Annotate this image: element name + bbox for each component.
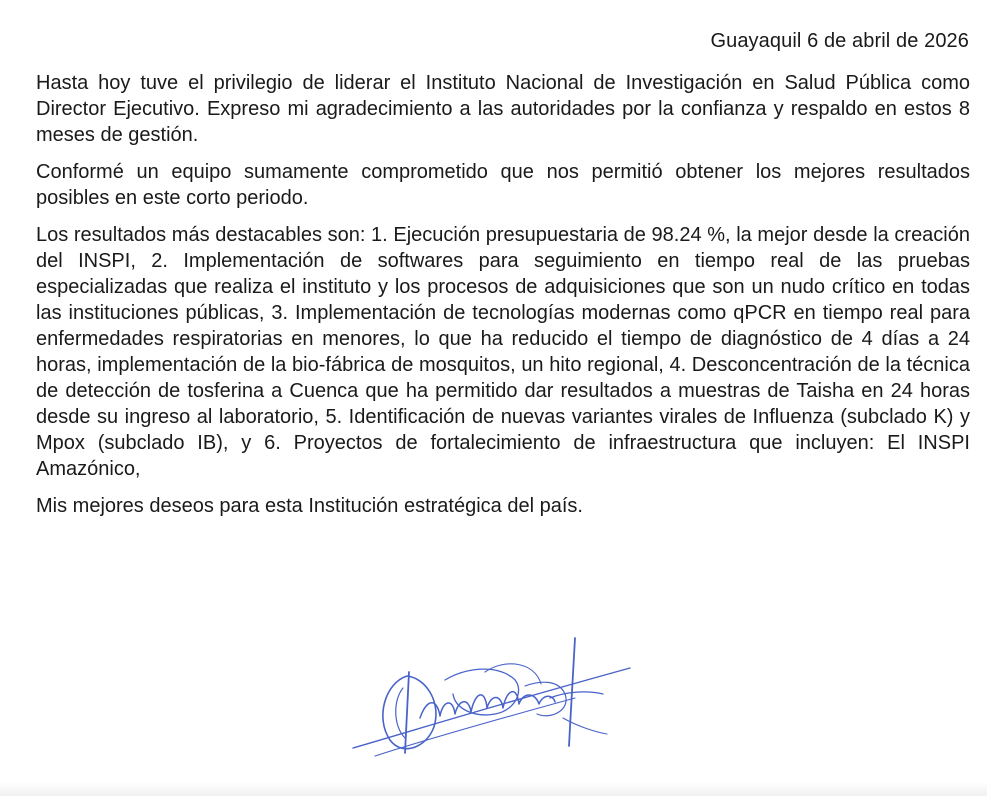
paragraph-results: Los resultados más destacables son: 1. Ejecución presupuestaria de 98.24 %, la mejor desde la creación del INSPI, 2. Implementación de softwares para seguimiento en tiempo real de las pruebas especializadas que realiza el instituto y los procesos de adquisiciones que son un nudo crítico en todas las instituciones públicas, 3. Implementación de tecnologías modernas como qPCR en tiempo real para enfermedades respiratorias en menores, lo que ha reducido el tiempo de diagnóstico de 4 días a 24 horas, implementación de la bio-fábrica de mosquitos, un hito regional, 4. Desconcentración de la técnica de detección de tosferina a Cuenca que ha permitido dar resultados a muestras de Taisha en 24 horas desde su ingreso al laboratorio, 5. Identificación de nuevas variantes virales de Influenza (subclado K) y Mpox (subclado IB), y 6. Proyectos de fortalecimiento de infraestructura que incluyen: El INSPI Amazónico,: [36, 224, 970, 480]
page-bottom-edge: [0, 782, 987, 796]
letter-date: Guayaquil 6 de abril de 2026: [710, 30, 969, 52]
handwritten-signature: [345, 628, 645, 778]
paragraph-intro: Hasta hoy tuve el privilegio de liderar el Instituto Nacional de Investigación en Salud Pública como Director Ejecutivo. Expreso mi agradecimiento a las autoridades por la confianza y respaldo en estos 8 meses de gestión.: [36, 72, 970, 146]
paragraph-team: Conformé un equipo sumamente comprometido que nos permitió obtener los mejores resultados posibles en este corto periodo.: [36, 161, 970, 209]
paragraph-closing: Mis mejores deseos para esta Institución estratégica del país.: [36, 495, 583, 517]
letter-body: [36, 70, 970, 530]
